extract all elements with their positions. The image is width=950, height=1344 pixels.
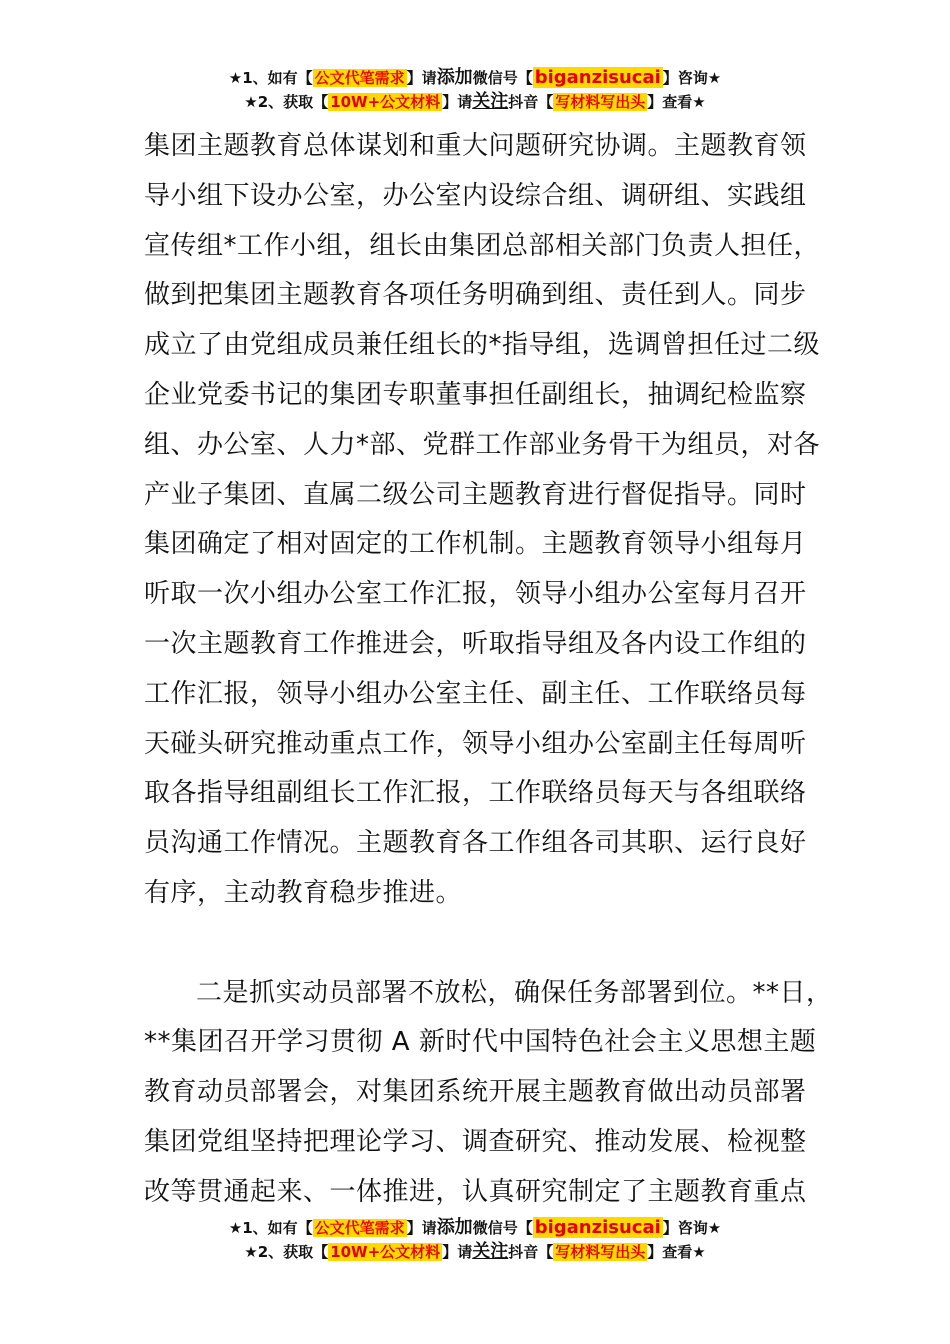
banner-text: ★2、获取【 [244,1243,329,1261]
text-line: 企业党委书记的集团专职董事担任副组长，抽调纪检监察 [144,379,807,410]
banner-highlight: 写材料写出头 [555,93,646,111]
banner-highlight: 公文代笔需求 [314,69,405,87]
text-line: 天碰头研究推动重点工作，领导小组办公室副主任每周听 [144,728,807,759]
banner-emphasis: 关注 [472,1241,509,1262]
text-line: 改等贯通起来、一体推进，认真研究制定了主题教育重点 [144,1176,807,1207]
text-line: 成立了由党组成员兼任组长的*指导组，选调曾担任过二级 [144,330,821,361]
banner-text: 】请 [442,1243,473,1261]
text-line: 一次主题教育工作推进会，听取指导组及各内设工作组的 [144,628,807,659]
text-line: 工作汇报，领导小组办公室主任、副主任、工作联络员每 [144,678,807,709]
banner-emphasis: 关注 [472,91,509,112]
banner-text: ★2、获取【 [244,93,329,111]
text-line: **集团召开学习贯彻 A 新时代中国特色社会主义思想主题 [144,1027,817,1058]
banner-line-2 [0,1240,950,1264]
banner-text: 】查看★ [647,93,706,111]
text-line: 集团确定了相对固定的工作机制。主题教育领导小组每月 [144,529,807,560]
banner-emphasis: 添加 [436,1217,473,1238]
document-body [144,122,834,1218]
footer-banner [0,1216,950,1264]
banner-text: 抖音【 [508,1243,554,1261]
banner-highlight: 公文代笔需求 [314,1219,405,1237]
banner-text: 】请 [406,69,437,87]
banner-highlight: 10W+公文材料 [330,1243,441,1261]
text-line: 集团党组坚持把理论学习、调查研究、推动发展、检视整 [144,1126,807,1157]
text-line: 员沟通工作情况。主题教育各工作组各司其职、运行良好 [144,828,807,859]
banner-line-2 [0,90,950,114]
text-line: 二是抓实动员部署不放松，确保任务部署到位。**日， [196,977,833,1008]
text-line: 宣传组*工作小组，组长由集团总部相关部门负责人担任， [144,230,821,261]
banner-line-1 [0,66,950,90]
banner-text: 抖音【 [508,93,554,111]
banner-text: 】请 [406,1219,437,1237]
text-line: 集团主题教育总体谋划和重大问题研究协调。主题教育领 [144,131,807,161]
text-line: 取各指导组副组长工作汇报，工作联络员每天与各组联络 [144,778,807,809]
text-line: 产业子集团、直属二级公司主题教育进行督促指导。同时 [144,479,807,510]
banner-line-1 [0,1216,950,1240]
banner-text: 微信号【 [472,69,533,87]
banner-emphasis: 添加 [436,67,473,88]
banner-highlight: 写材料写出头 [555,1243,646,1261]
text-line: 组、办公室、人力*部、党群工作部业务骨干为组员，对各 [144,429,821,460]
text-line: 教育动员部署会，对集团系统开展主题教育做出动员部署 [144,1077,807,1108]
banner-wechat-id: biganzisucai [534,67,661,88]
banner-wechat-id: biganzisucai [534,1217,661,1238]
banner-text: 】请 [442,93,473,111]
text-line: 做到把集团主题教育各项任务明确到组、责任到人。同步 [144,280,807,311]
banner-text: 】咨询★ [662,69,722,87]
banner-text: 】咨询★ [662,1219,722,1237]
text-line: 导小组下设办公室，办公室内设综合组、调研组、实践组 [144,180,807,211]
banner-text: 】查看★ [647,1243,706,1261]
banner-text: 微信号【 [472,1219,533,1237]
paragraph-gap [144,919,834,969]
banner-highlight: 10W+公文材料 [330,93,441,111]
text-line: 有序，主动教育稳步推进。 [144,877,463,908]
banner-text: ★1、如有【 [228,1219,313,1237]
text-line: 听取一次小组办公室工作汇报，领导小组办公室每月召开 [144,579,807,610]
banner-text: ★1、如有【 [228,69,313,87]
header-banner [0,66,950,114]
